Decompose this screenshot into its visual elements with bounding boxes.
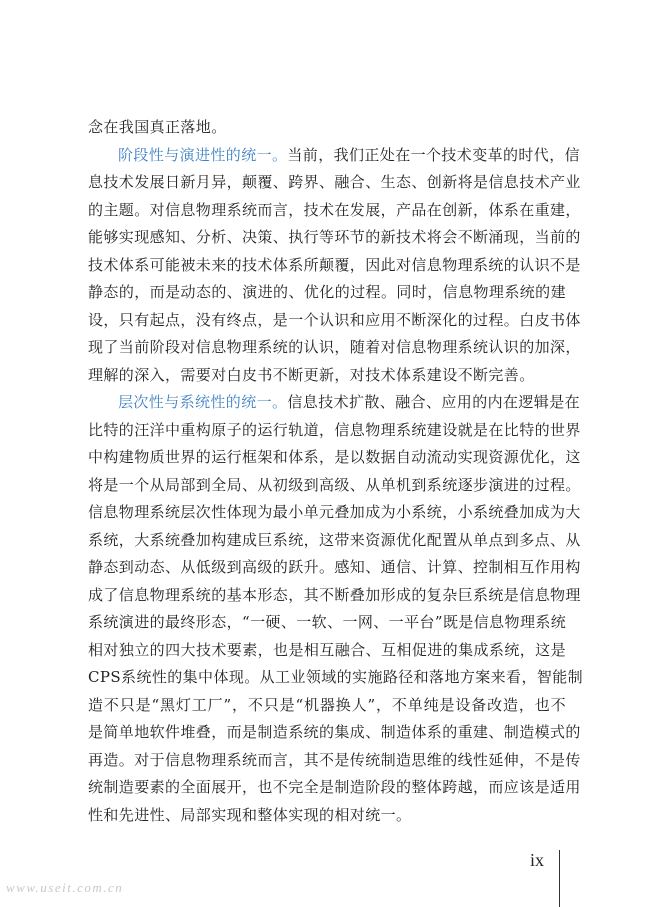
- text-line: 念在我国真正落地。: [88, 118, 227, 136]
- text-line: 成了信息物理系统的基本形态，其不断叠加形成的复杂巨系统是信息物理: [88, 585, 581, 604]
- text-line: 造不只是“黑灯工厂”，不只是“机器换人”，不单纯是设备改造，也不: [88, 695, 566, 714]
- text-line: 设，只有起点，没有终点，是一个认识和应用不断深化的过程。白皮书体: [88, 310, 581, 329]
- page-number: ix: [530, 850, 545, 870]
- text-line: 比特的汪洋中重构原子的运行轨道，信息物理系统建设就是在比特的世界: [88, 420, 581, 439]
- text-line: 性和先进性、局部实现和整体实现的相对统一。: [88, 805, 412, 824]
- body-text: [88, 114, 584, 829]
- text-line: 现了当前阶段对信息物理系统的认识，随着对信息物理系统认识的加深，: [88, 338, 581, 356]
- paragraph-2-first-line: [88, 389, 581, 417]
- text-line: CPS系统性的集中体现。从工业领域的实施路径和落地方案来看，智能制: [88, 668, 584, 686]
- text-line: 当前，我们正处在一个技术变革的时代，信: [287, 145, 581, 164]
- text-line: 信息技术扩散、融合、应用的内在逻辑是在: [287, 393, 581, 411]
- text-line: 再造。对于信息物理系统而言，其不是传统制造思维的线性延伸，不是传: [88, 750, 581, 769]
- text-line: 静态到动态、从低级到高级的跃升。感知、通信、计算、控制相互作用构: [88, 558, 581, 576]
- text-line: 的主题。对信息物理系统而言，技术在发展，产品在创新，体系在重建，: [88, 200, 581, 219]
- text-line: 将是一个从局部到全局、从初级到高级、从单机到系统逐步演进的过程。: [88, 475, 581, 494]
- text-line: 统制造要素的全面展开，也不完全是制造阶段的整体跨越，而应该是适用: [88, 778, 581, 796]
- text-line: 静态的，而是动态的、演进的、优化的过程。同时，信息物理系统的建: [88, 283, 566, 301]
- text-line: 系统演进的最终形态，“一硬、一软、一网、一平台”既是信息物理系统: [88, 613, 567, 631]
- text-line: 理解的深入，需要对白皮书不断更新，对技术体系建设不断完善。: [88, 365, 535, 384]
- text-line: 能够实现感知、分析、决策、执行等环节的新技术将会不断涌现，当前的: [88, 228, 581, 246]
- text-line: 中构建物质世界的运行框架和体系，是以数据自动流动实现资源优化，这: [88, 448, 581, 466]
- paragraph-heading: 层次性与系统性的统一。: [118, 393, 288, 411]
- text-line: 信息物理系统层次性体现为最小单元叠加成为小系统，小系统叠加成为大: [88, 503, 581, 521]
- watermark: www.useit.com.cn: [6, 880, 124, 895]
- margin-rule: [559, 850, 560, 907]
- text-line: 系统，大系统叠加构建成巨系统，这带来资源优化配置从单点到多点、从: [88, 530, 581, 549]
- text-line: 相对独立的四大技术要素，也是相互融合、互相促进的集成系统，这是: [88, 640, 566, 659]
- text-line: 是简单地软件堆叠，而是制造系统的集成、制造体系的重建、制造模式的: [88, 723, 581, 741]
- text-line: 技术体系可能被未来的技术体系所颠覆，因此对信息物理系统的认识不是: [88, 255, 581, 274]
- paragraph-heading: 阶段性与演进性的统一。: [118, 145, 288, 164]
- paragraph-1-first-line: [88, 142, 581, 170]
- text-line: 息技术发展日新月异，颠覆、跨界、融合、生态、创新将是信息技术产业: [88, 173, 581, 191]
